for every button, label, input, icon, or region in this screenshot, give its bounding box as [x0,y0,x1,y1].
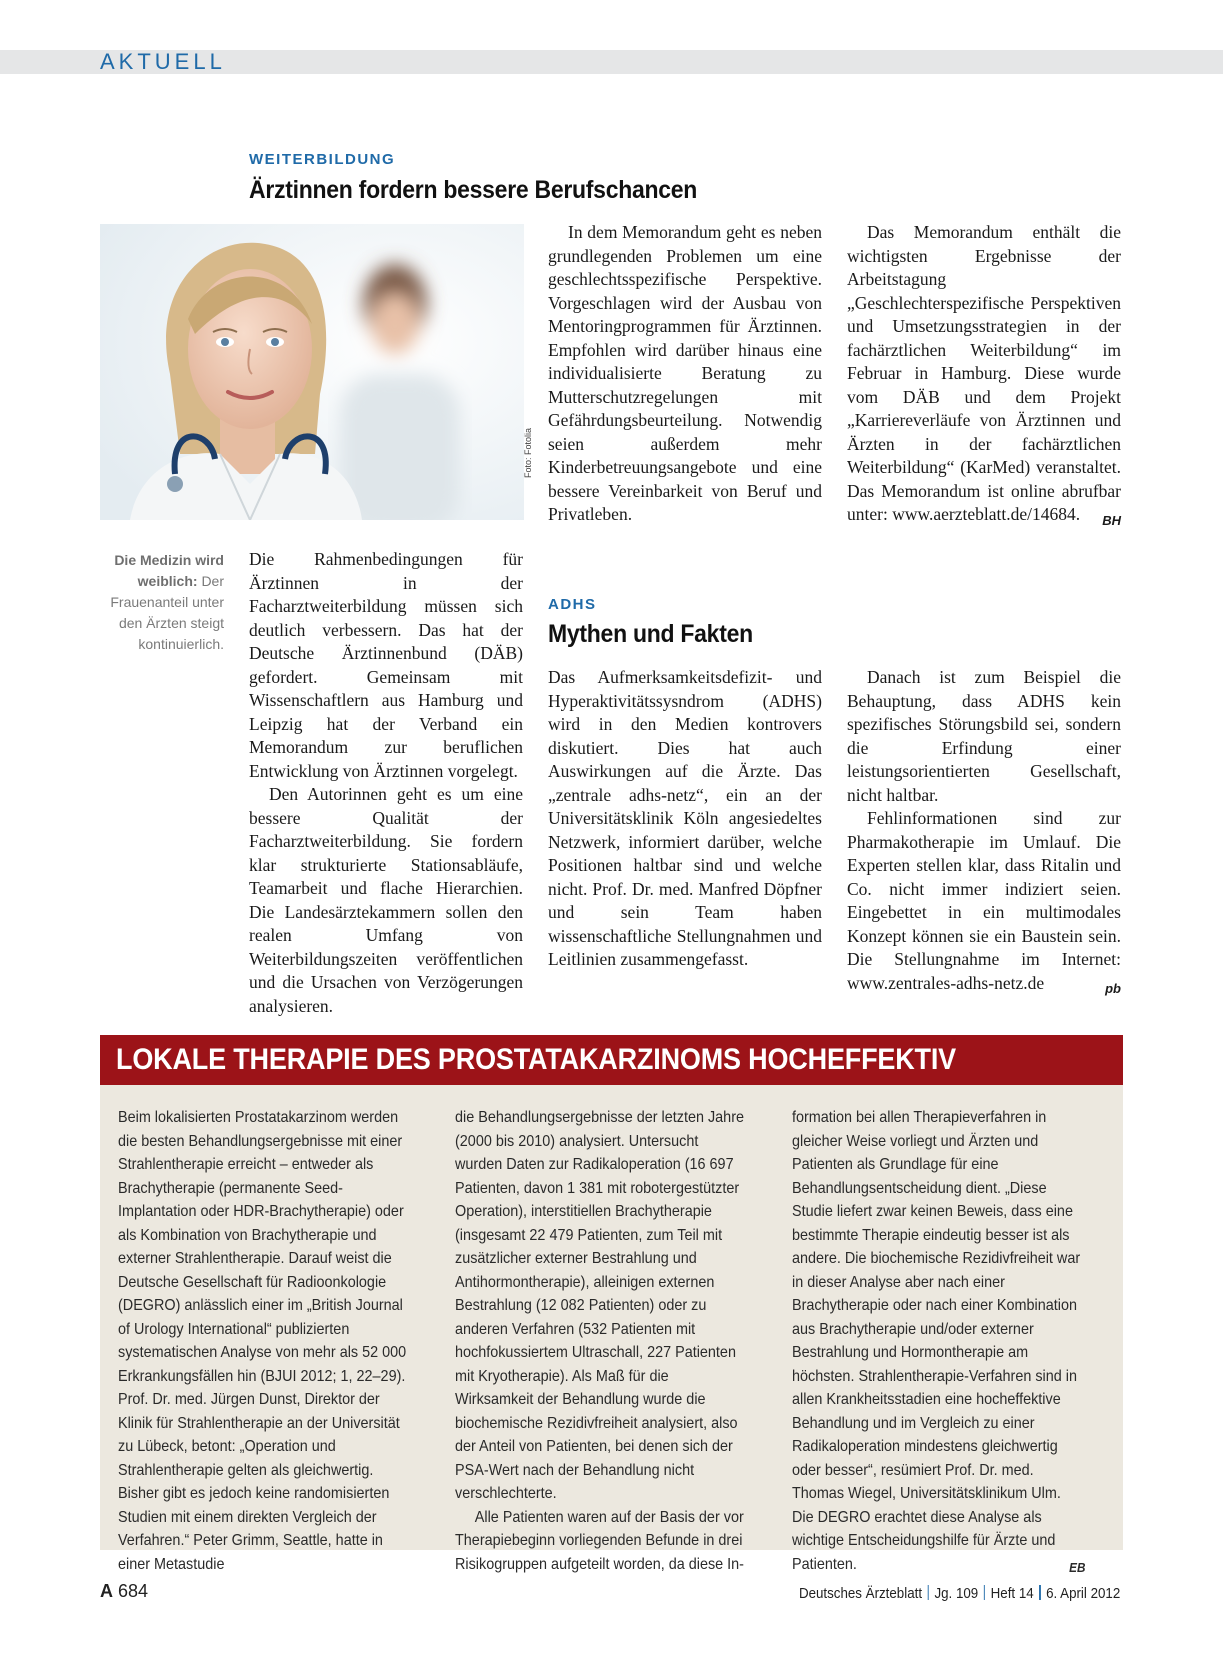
separator [927,1585,928,1600]
box-col1-para: Beim lokalisierten Prostatakarzinom werden die besten Behandlungsergebnisse mit einer Strahlentherapie erreicht – entweder als Brachytherapie (permanente Seed-Implantation oder HDR-Brachytherapie) oder als Kombination von Brachytherapie und externer Strahlentherapie. Darauf weist die Deutsche Gesellschaft für Radioonkologie (DEGRO) anlässlich einer im „British Journal of Urology International“ publizierten systematischen Analyse von mehr als 52 000 Erkrankungsfällen hin (BJUI 2012; 1, 22–29). Prof. Dr. med. Jürgen Dunst, Direktor der Klinik für Strahlentherapie an der Universität zu Lübeck, betont: „Operation und Strahlentherapie gelten als gleichwertig. Bisher gibt es jedoch keine randomisierten Studien mit einem direkten Vergleich der Verfahren.“ Peter Grimm, Seattle, hatte in einer Metastudie [118,1109,407,1573]
article2-column-1 [548,666,822,972]
box-column-3 [792,1106,1085,1580]
caption-bold: Die Medizin wird weiblich: [114,552,224,589]
page-number [100,1581,148,1602]
box-col2-para-1: die Behandlungsergebnisse der letzten Jahre (2000 bis 2010) analysiert. Untersucht wurden Daten zur Radikaloperation (16 697 Patienten, davon 1 381 mit robotergestützter Operation), interstitiellen Brachytherapie (insgesamt 22 479 Patienten, zum Teil mit zusätzlicher externer Bestrahlung und Antihormontherapie), alleinigen externen Bestrahlung (12 082 Patienten) oder zu anderen Verfahren (532 Patienten mit hochfokussiertem Ultraschall, 227 Patienten mit Kryotherapie). Als Maß für die Wirksamkeit der Behandlung wurde die biochemische Rezidivfreiheit analysiert, also der Anteil von Patienten, bei denen sich der PSA-Wert nach der Behandlung nicht verschlechterte. [455,1109,744,1502]
article1-col1-para-2: Den Autorinnen geht es um eine bessere Qualität der Facharztweiterbildung. Sie fordern klar strukturierte Stationsabläufe, Teamarbeit und flache Hierarchien. Die Landesärztekammern sollen den realen Umfang von Weiterbildungszeiten veröffentlichen und die Ursachen von Verzögerungen analysieren. [249,784,523,1016]
journal-issue: Heft 14 [990,1586,1034,1602]
doctor-photo [100,224,524,520]
article1-headline: Ärztinnen fordern bessere Berufschancen [249,176,698,204]
box-title: LOKALE THERAPIE DES PROSTATAKARZINOMS HOCHEFFEKTIV [116,1043,957,1076]
caption-text: Der Frauenanteil unter den Ärzten steigt kontinuierlich. [110,573,224,652]
journal-name: Deutsches Ärzteblatt [798,1586,922,1602]
separator [983,1585,984,1600]
box-column-2 [455,1106,748,1576]
doctor-photo-illustration [100,224,524,520]
journal-date: 6. April 2012 [1045,1586,1120,1602]
article2-col2-para-1: Danach ist zum Beispiel die Behauptung, dass ADHS kein spezifisches Störungsbild sei, sondern die Erfindung einer leistungsorientierten Gesellschaft, nicht haltbar. [847,667,1121,805]
article1-col2-para: In dem Memorandum geht es neben grundlegenden Problemen um eine geschlechtsspezifische Perspektive. Vorgeschlagen wird der Ausbau von Mentoringprogrammen für Ärztinnen. Empfohlen wird darüber hinaus eine individualisierte Beratung zu Mutterschutzregelungen mit Gefährdungsbeurteilung. Notwendig seien außerdem mehr Kinderbetreuungsangebote und eine bessere Vereinbarkeit von Beruf und Privatleben. [548,222,822,524]
article2-kicker: ADHS [548,596,597,613]
article1-column-1 [249,548,523,1018]
article1-column-3 [847,221,1121,532]
article2-column-2 [847,666,1121,1001]
article2-author: pb [1105,981,1121,996]
photo-caption [100,550,224,655]
article1-col3-para: Das Memorandum enthält die wichtigsten Ergebnisse der Arbeitstagung „Geschlechterspezifische Perspektiven und Umsetzungsstrategien in der fachärztlichen Weiterbildung“ im Februar in Hamburg. Diese wurde vom DÄB und dem Projekt „Karriereverläufe von Ärztinnen und Ärzten in der fachärztlichen Weiterbildung“ (KarMed) veranstaltet. Das Memorandum ist online abrufbar unter: www.aerzteblatt.de/14684. [847,222,1121,524]
article1-column-2 [548,221,822,527]
article2-col1-para: Das Aufmerksamkeitsdefizit- und Hyperaktivitätssysndrom (ADHS) wird in den Medien kontrovers diskutiert. Dies hat auch Auswirkungen auf die Ärzte. Das „zentrale adhs-netz“, ein an der Universitätsklinik Köln angesiedeltes Netzwerk, informiert darüber, welche Positionen haltbar sind und welche nicht. Prof. Dr. med. Manfred Döpfner und sein Team haben wissenschaftliche Stellungnahmen und Leitlinien zusammengefasst. [548,667,822,969]
box-author: EB [1069,1560,1086,1575]
article2-col2-para-2: Fehlinformationen sind zur Pharmakotherapie im Umlauf. Die Experten stellen klar, dass Ritalin und Co. nicht immer indiziert seien. Eingebettet in ein multimodales Konzept können sie ein Baustein sein. Die Stellungnahme im Internet: www.zentrales-adhs-netz.de [847,808,1121,993]
box-col3-para: formation bei allen Therapieverfahren in gleicher Weise vorliegt und Ärzten und Patienten als Grundlage für eine Behandlungsentscheidung dient. „Diese Studie liefert zwar keinen Beweis, dass eine bestimmte Therapie eindeutig besser ist als andere. Die biochemische Rezidivfreiheit war in dieser Analyse aber nach einer Brachytherapie oder nach einer Kombination aus Brachytherapie und/oder externer Bestrahlung und Hormontherapie am höchsten. Strahlentherapie-Verfahren sind in allen Krankheitsstadien eine hocheffektive Behandlung und im Vergleich zu einer Radikaloperation mindestens gleichwertig oder besser“, resümiert Prof. Dr. med. Thomas Wiegel, Universitätsklinikum Ulm. Die DEGRO erachtet diese Analyse als wichtige Entscheidungshilfe für Ärzte und Patienten. [792,1109,1081,1573]
article2-headline: Mythen und Fakten [548,620,753,648]
section-label: AKTUELL [100,49,226,74]
article1-col1-para-1: Die Rahmenbedingungen für Ärztinnen in der Facharztweiterbildung müssen sich deutlich verbessern. Das hat der Deutsche Ärztinnenbund (DÄB) gefordert. Gemeinsam mit Wissenschaftlern aus Hamburg und Leipzig hat der Verband ein Memorandum zur beruflichen Entwicklung von Ärztinnen vorgelegt. [249,549,523,781]
journal-info [799,1585,1120,1602]
page-number-value: 684 [118,1581,149,1601]
photo-credit: Foto: Fotolia [523,427,533,478]
separator [1039,1585,1040,1600]
box-column-1 [118,1106,411,1576]
article1-author: BH [1102,512,1121,528]
page-letter: A [100,1581,113,1601]
box-col2-para-2: Alle Patienten waren auf der Basis der vor Therapiebeginn vorliegenden Befunde in drei Risikogruppen aufgeteilt worden, da diese In- [455,1508,744,1573]
article1-kicker: WEITERBILDUNG [249,151,396,168]
journal-volume: Jg. 109 [934,1586,978,1602]
